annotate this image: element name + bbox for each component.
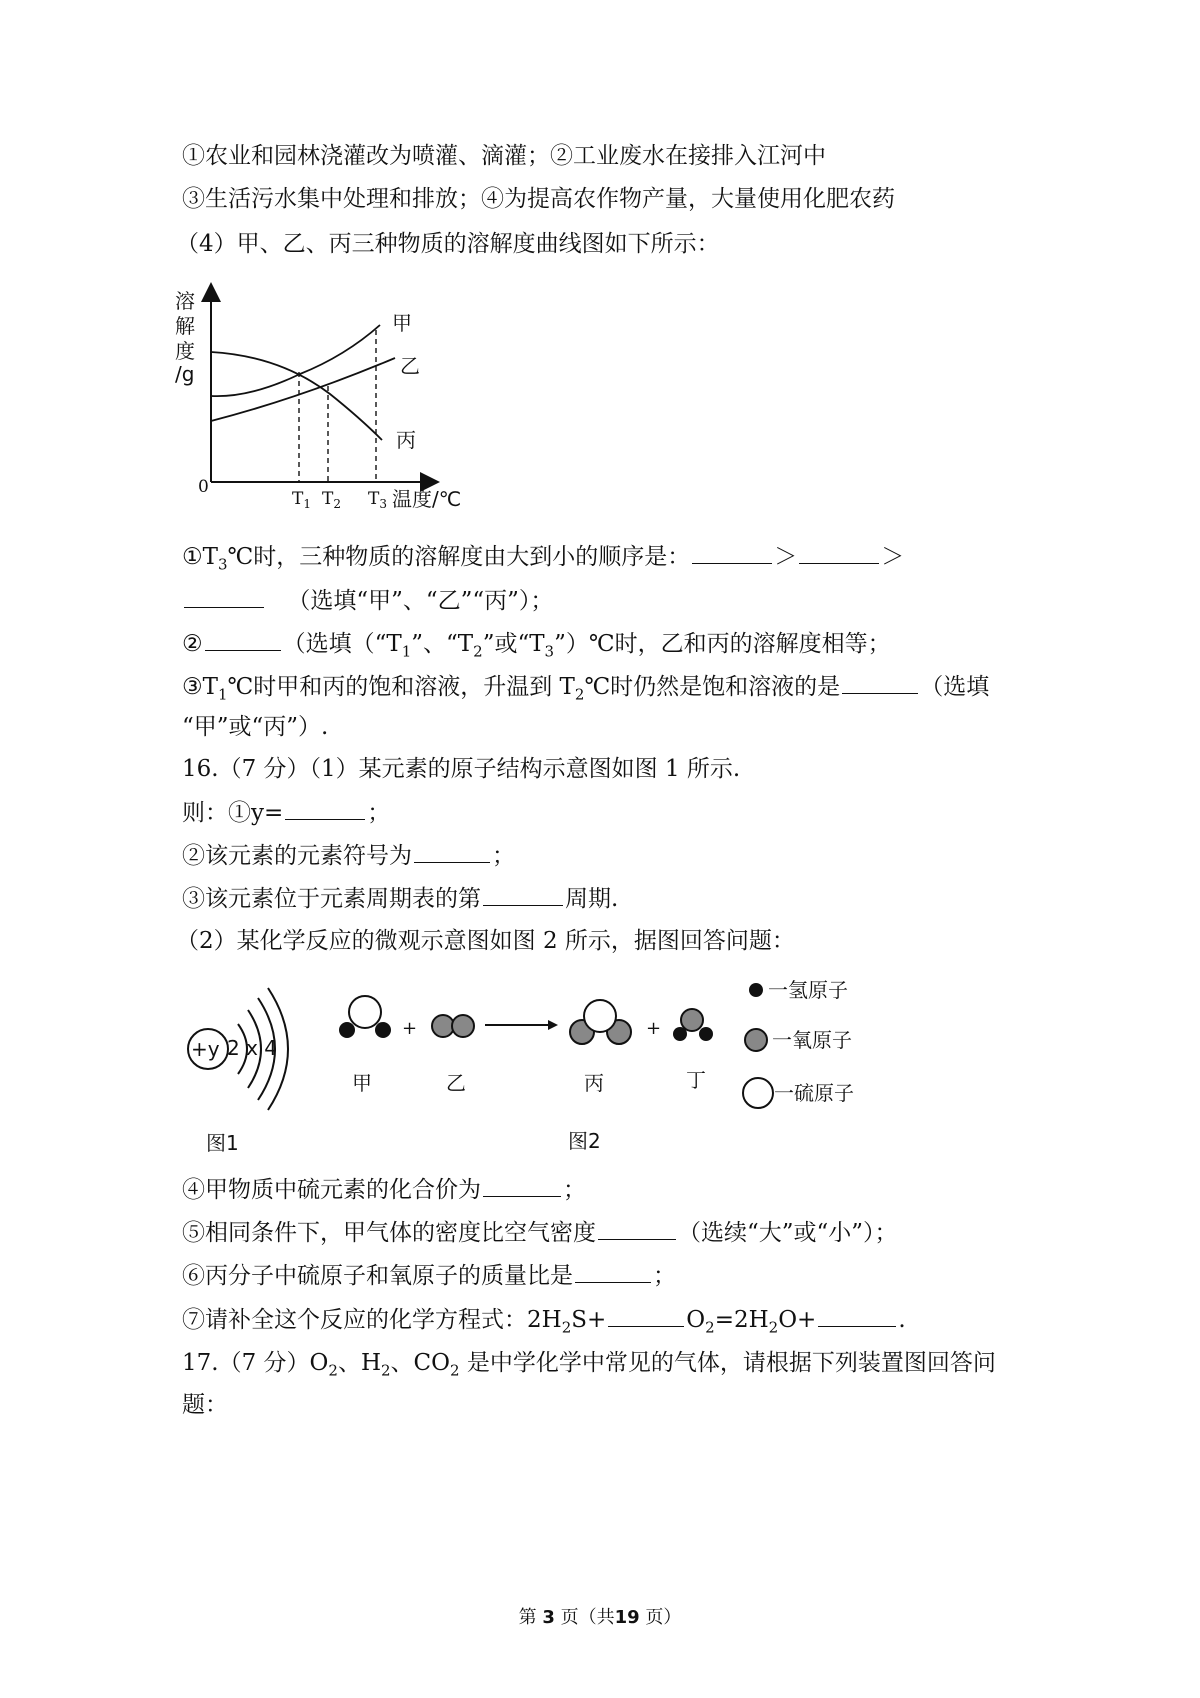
page-footer: 第 3 页（共19 页）: [518, 1607, 682, 1628]
question-16-intro: 16.（7 分）（1）某元素的原子结构示意图如图 1 所示.: [182, 756, 741, 782]
question-16-1: 则：①y= ；: [182, 797, 390, 828]
label-yi: 乙: [400, 354, 420, 378]
question-4-intro: （4）甲、乙、丙三种物质的溶解度曲线图如下所示：: [176, 231, 720, 257]
answer-blank[interactable]: [285, 797, 365, 820]
figure-1-caption: 图1: [206, 1131, 239, 1155]
answer-blank[interactable]: [608, 1304, 684, 1327]
answer-blank[interactable]: [205, 628, 281, 651]
answer-blank[interactable]: [799, 541, 879, 564]
answer-blank[interactable]: [575, 1260, 651, 1283]
curve-jia: [211, 325, 380, 396]
question-16-5: ⑤相同条件下，甲气体的密度比空气密度 （选续“大”或“小”）；: [182, 1217, 898, 1248]
answer-blank[interactable]: [414, 840, 490, 863]
question-4-3-line2: “甲”或“丙”）.: [182, 714, 329, 740]
ylabel-char-1: 溶: [175, 289, 195, 313]
question-16-2: ②该元素的元素符号为 ；: [182, 840, 515, 871]
label-ding: 丁: [686, 1068, 706, 1092]
answer-blank[interactable]: [692, 541, 772, 564]
answer-blank[interactable]: [842, 671, 918, 694]
label-jia: 甲: [352, 1071, 372, 1095]
question-4-2: ② （选填（“$T_1$”、“$T_2$”或“$T_3”)℃$时，乙和丙的溶解度相等；: [182, 628, 891, 667]
legend-hydrogen-label: 一氢原子: [768, 978, 848, 1002]
question-16-4: ④甲物质中硫元素的化合价为 ；: [182, 1174, 586, 1205]
question-4-3: $③T_1℃$时甲和丙的饱和溶液，升温到 $T_2℃$时仍然是饱和溶液的是 （选填: [182, 671, 989, 710]
legend-sulfur-label: 一硫原子: [774, 1081, 854, 1105]
plus-sign-2: +: [646, 1018, 662, 1039]
ylabel-char-3: 度: [175, 339, 195, 363]
ylabel-unit: /g: [175, 362, 195, 386]
question-4-1-line1: $①T_3℃$时，三种物质的溶解度由大到小的顺序是： ＞ ＞: [182, 541, 904, 580]
plus-sign-1: +: [402, 1018, 418, 1039]
legend-oxygen-marker: [745, 1029, 767, 1051]
shell-electrons-label: 2 x 4: [227, 1036, 277, 1060]
legend-oxygen-label: 一氧原子: [772, 1028, 852, 1052]
molecule-bing: [570, 1000, 631, 1044]
figure-2-reaction: [320, 970, 880, 1170]
reaction-arrowhead: [548, 1020, 558, 1030]
nucleus-label: +y: [191, 1037, 220, 1061]
answer-blank[interactable]: [598, 1217, 676, 1240]
label-bing: 丙: [584, 1071, 604, 1095]
molecule-jia: [339, 996, 391, 1038]
figure-2-caption: 图2: [568, 1129, 601, 1153]
label-jia: 甲: [392, 311, 412, 335]
question-16-6: ⑥丙分子中硫原子和氧原子的质量比是 ；: [182, 1260, 676, 1291]
tick-t1: $T_1$: [292, 489, 311, 511]
solubility-chart: [170, 280, 470, 520]
question-16-part2-intro: （2）某化学反应的微观示意图如图 2 所示，据图回答问题：: [176, 928, 795, 954]
legend-sulfur-marker: [743, 1078, 773, 1108]
curve-yi: [211, 358, 395, 421]
ylabel-char-2: 解: [175, 314, 195, 338]
origin-label: 0: [198, 477, 209, 497]
question-4-1-line2: （选填“甲”、“乙”“丙”）；: [182, 585, 553, 616]
answer-blank[interactable]: [483, 1174, 561, 1197]
answer-blank[interactable]: [184, 585, 264, 608]
figure-1-atom-structure: [180, 980, 320, 1170]
tick-t3: $T_3$: [368, 489, 387, 511]
text-line-1: ①农业和园林浇灌改为喷灌、滴灌；②工业废水在接排入江河中: [182, 143, 826, 169]
total-pages: 19: [614, 1607, 640, 1628]
answer-blank[interactable]: [483, 883, 563, 906]
page-number: 3: [542, 1607, 555, 1628]
question-17-line2: 题：: [182, 1392, 228, 1418]
label-bing: 丙: [396, 428, 416, 452]
question-17-line1: 17.（7 分）$O_2$、$H_2$、$CO_2$ 是中学化学中常见的气体，请根据下列装置图回答问: [182, 1350, 996, 1380]
molecule-yi: [432, 1015, 474, 1037]
question-16-7: ⑦请补全这个反应的化学方程式：$2H_2S+ O_2=2H_2O+$ .: [182, 1304, 906, 1343]
tick-t2: $T_2$: [322, 489, 341, 511]
label-yi: 乙: [446, 1071, 466, 1095]
xlabel: 温度/℃: [392, 487, 462, 511]
answer-blank[interactable]: [818, 1304, 896, 1327]
legend-hydrogen-marker: [749, 983, 763, 997]
question-16-3: ③该元素位于元素周期表的第 周期.: [182, 883, 618, 914]
molecule-ding: [673, 1009, 713, 1041]
text-line-2: ③生活污水集中处理和排放；④为提高农作物产量，大量使用化肥农药: [182, 186, 895, 212]
